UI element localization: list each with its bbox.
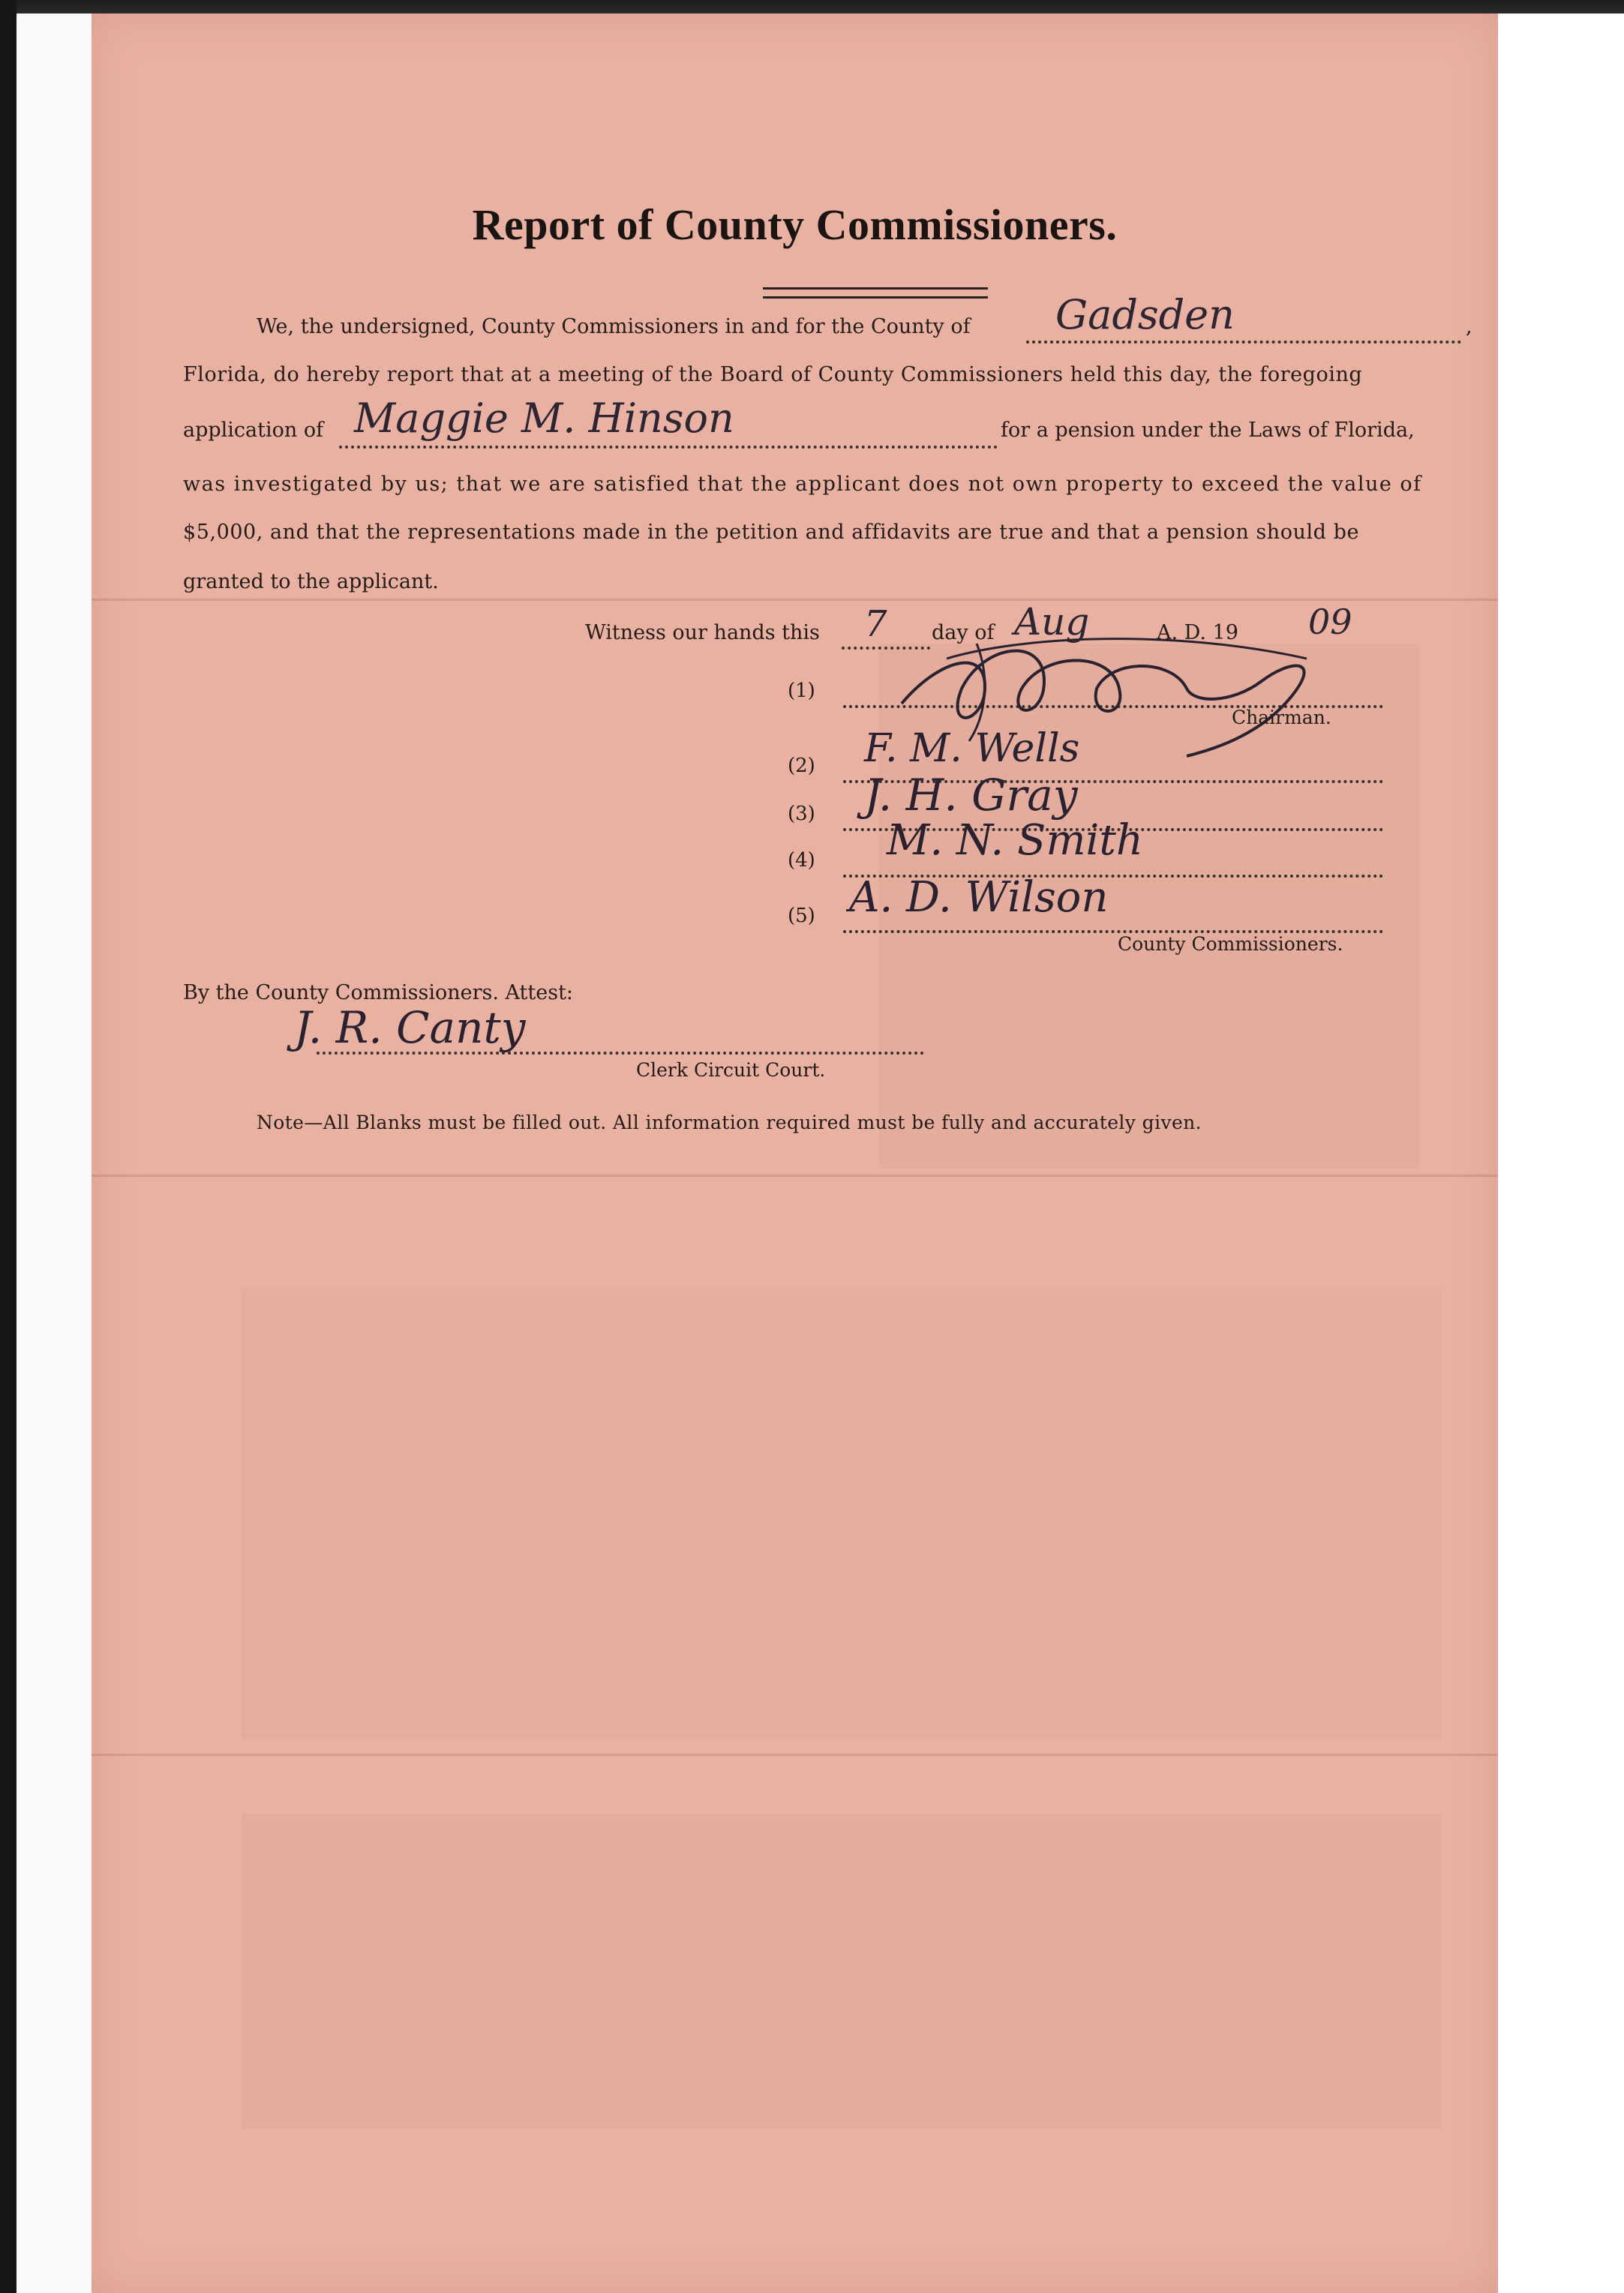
commissioner-number: (2) (788, 755, 815, 777)
body-line-1-prefix: We, the undersigned, County Commissioners in and for the County of (257, 315, 971, 338)
county-handwriting: Gadsden (1055, 291, 1235, 338)
year-label: A. D. 19 (1157, 621, 1238, 644)
county-commissioners-label: County Commissioners. (1118, 933, 1343, 955)
title-double-rule (763, 287, 988, 299)
applicant-handwriting: Maggie M. Hinson (354, 395, 734, 442)
witness-prefix: Witness our hands this (585, 621, 820, 644)
body-line-1-suffix: , (1466, 315, 1472, 338)
scan-edge-top (0, 0, 1624, 14)
scan-edge-left (0, 0, 17, 2293)
document-page (92, 14, 1498, 2293)
commissioner-signature: F. M. Wells (864, 726, 1080, 771)
county-blank (1026, 341, 1461, 344)
body-line-4: was investigated by us; that we are satisfied that the applicant does not own property to exceed the value of (183, 473, 1422, 496)
commissioner-number: (5) (788, 905, 815, 927)
bleed-through-texture (92, 14, 1498, 2293)
clerk-label: Clerk Circuit Court. (636, 1059, 826, 1081)
commissioner-signature: M. N. Smith (887, 816, 1143, 865)
commissioner-signature: J. H. Gray (864, 770, 1078, 821)
body-line-3-suffix: for a pension under the Laws of Florida, (1001, 419, 1415, 442)
day-handwriting: 7 (864, 603, 887, 645)
body-line-5: $5,000, and that the representations made in the petition and affidavits are true and that a pension should be (183, 521, 1359, 544)
commissioner-number: (1) (788, 680, 815, 702)
body-line-3-prefix: application of (183, 419, 324, 442)
commissioner-signature: A. D. Wilson (849, 873, 1109, 922)
body-line-2: Florida, do hereby report that at a meeting of the Board of County Commissioners held this day, the foregoing (183, 363, 1363, 386)
chairman-label: Chairman. (1232, 707, 1331, 728)
witness-day-label: day of (932, 621, 995, 644)
clerk-signature: J. R. Canty (294, 1002, 526, 1053)
commissioner-number: (3) (788, 803, 815, 825)
page-title: Report of County Commissioners. (472, 200, 1118, 249)
scan-margin (17, 14, 92, 2293)
commissioner-number: (4) (788, 849, 815, 872)
note: Note—All Blanks must be filled out. All information required must be fully and accurately given. (257, 1112, 1202, 1133)
body-line-6: granted to the applicant. (183, 570, 439, 593)
month-handwriting: Aug (1014, 600, 1090, 644)
applicant-blank (339, 446, 998, 449)
attest-label: By the County Commissioners. Attest: (183, 981, 574, 1004)
year-handwriting: 09 (1308, 602, 1352, 642)
